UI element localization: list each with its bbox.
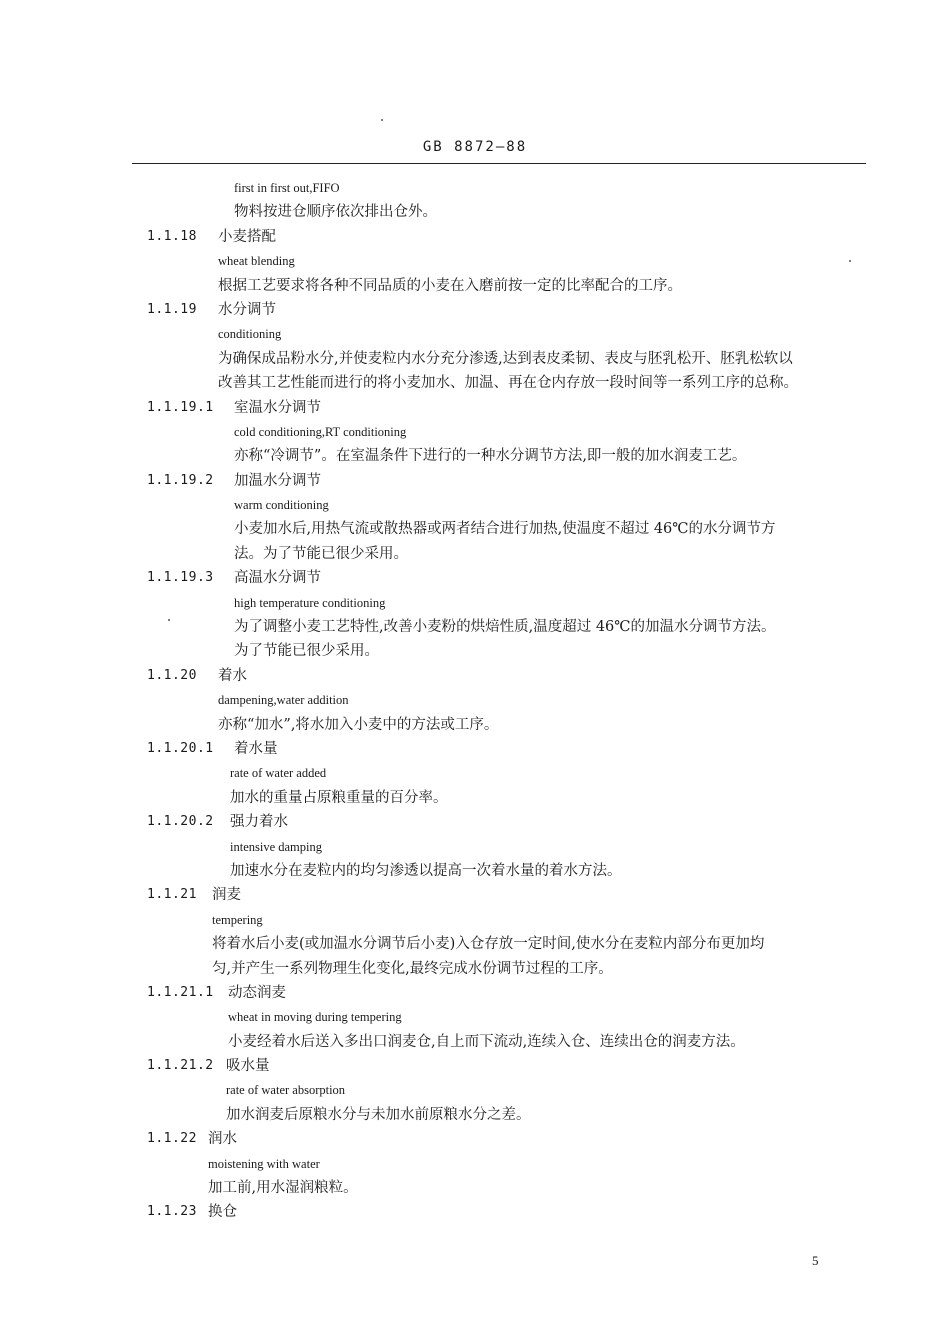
definition-line xyxy=(0,932,950,956)
clause-number: 1.1.19.1 xyxy=(147,399,214,415)
clause-number: 1.1.19.2 xyxy=(147,472,214,488)
definition-line xyxy=(0,1030,950,1054)
term-name: 高温水分调节 xyxy=(234,570,321,587)
definition-text: 加水润麦后原粮水分与未加水前原粮水分之差。 xyxy=(226,1106,531,1123)
term-name: 润麦 xyxy=(212,887,241,904)
definition-line xyxy=(0,639,950,663)
definition-text: 法。为了节能已很少采用。 xyxy=(234,545,408,562)
clause-number: 1.1.20.2 xyxy=(147,814,214,830)
clause-number: 1.1.18 xyxy=(147,228,197,244)
english-term: cold conditioning,RT conditioning xyxy=(234,424,407,439)
term-name: 动态润麦 xyxy=(228,984,286,1001)
term-entry xyxy=(0,469,950,493)
english-term: tempering xyxy=(212,912,263,927)
term-name: 室温水分调节 xyxy=(234,399,321,416)
english-term-line xyxy=(0,1005,950,1029)
definition-line xyxy=(0,615,950,639)
page-number: 5 xyxy=(812,1253,819,1268)
clause-number: 1.1.21.2 xyxy=(147,1058,214,1074)
english-term: first in first out,FIFO xyxy=(234,181,340,195)
term-entry xyxy=(0,1127,950,1151)
scan-speck xyxy=(381,119,383,121)
english-term: moistening with water xyxy=(208,1156,320,1171)
clause-number: 1.1.20.1 xyxy=(147,740,214,756)
clause-number: 1.1.21.1 xyxy=(147,984,214,1000)
clause-number: 1.1.19.3 xyxy=(147,570,214,586)
term-name: 润水 xyxy=(208,1131,237,1148)
term-entry xyxy=(0,737,950,761)
english-term: rate of water absorption xyxy=(226,1083,346,1098)
clause-number: 1.1.23 xyxy=(147,1204,197,1220)
clause-number: 1.1.21 xyxy=(147,887,197,903)
term-entry xyxy=(0,810,950,834)
term-entry xyxy=(0,396,950,420)
definition-line xyxy=(0,713,950,737)
clause-number: 1.1.22 xyxy=(147,1131,197,1147)
definition-text: 将着水后小麦(或加温水分调节后小麦)入仓存放一定时间,使水分在麦粒内部分布更加均 xyxy=(212,936,765,953)
scan-speck xyxy=(168,619,170,621)
english-term: dampening,water addition xyxy=(218,693,349,708)
term-entry xyxy=(0,883,950,907)
english-term-line xyxy=(0,835,950,859)
definition-text: 为了节能已很少采用。 xyxy=(234,643,379,660)
term-name: 换仓 xyxy=(208,1204,237,1221)
term-name: 吸水量 xyxy=(226,1058,270,1075)
term-name: 小麦搭配 xyxy=(218,228,276,245)
definition-text: 亦称“加水”,将水加入小麦中的方法或工序。 xyxy=(218,716,499,733)
term-entry xyxy=(0,981,950,1005)
english-term: intensive damping xyxy=(230,839,322,854)
definition-line xyxy=(0,957,950,981)
definition-line xyxy=(0,371,950,395)
definition-text: 为确保成品粉水分,并使麦粒内水分充分渗透,达到表皮柔韧、表皮与胚乳松开、胚乳松软以 xyxy=(218,350,793,367)
definition-text: 小麦加水后,用热气流或散热器或两者结合进行加热,使温度不超过 46℃的水分调节方 xyxy=(234,521,776,538)
definition-text: 亦称“冷调节”。在室温条件下进行的一种水分调节方法,即一般的加水润麦工艺。 xyxy=(234,448,747,465)
definition-text: 加水的重量占原粮重量的百分率。 xyxy=(230,789,448,806)
definition-text: 加工前,用水湿润粮粒。 xyxy=(208,1180,358,1197)
definition-line xyxy=(0,347,950,371)
document-body xyxy=(0,176,950,1225)
english-term: warm conditioning xyxy=(234,498,329,513)
english-term-line xyxy=(0,420,950,444)
definition-text: 加速水分在麦粒内的均匀渗透以提高一次着水量的着水方法。 xyxy=(230,862,622,879)
definition-line xyxy=(0,517,950,541)
scan-speck xyxy=(849,260,851,262)
definition-line xyxy=(0,786,950,810)
english-term-line xyxy=(0,493,950,517)
term-entry xyxy=(0,225,950,249)
term-entry xyxy=(0,664,950,688)
definition-text: 改善其工艺性能而进行的将小麦加水、加温、再在仓内存放一段时间等一系列工序的总称。 xyxy=(218,375,798,392)
term-entry xyxy=(0,1200,950,1224)
definition-text: 物料按进仓顺序依次排出仓外。 xyxy=(234,204,437,221)
english-term-line xyxy=(0,761,950,785)
definition-text: 小麦经着水后送入多出口润麦仓,自上而下流动,连续入仓、连续出仓的润麦方法。 xyxy=(228,1033,745,1050)
english-term-line xyxy=(0,1152,950,1176)
english-term-line xyxy=(0,1078,950,1102)
term-name: 着水量 xyxy=(234,740,278,757)
definition-text: 根据工艺要求将各种不同品质的小麦在入磨前按一定的比率配合的工序。 xyxy=(218,277,682,294)
term-name: 加温水分调节 xyxy=(234,472,321,489)
english-term-line xyxy=(0,688,950,712)
english-term-line xyxy=(0,176,950,200)
definition-line xyxy=(0,1103,950,1127)
english-term: wheat blending xyxy=(218,254,295,269)
english-term-line xyxy=(0,908,950,932)
english-term: high temperature conditioning xyxy=(234,595,386,610)
definition-line xyxy=(0,859,950,883)
header-rule xyxy=(132,163,866,164)
english-term-line xyxy=(0,249,950,273)
clause-number: 1.1.19 xyxy=(147,301,197,317)
term-entry xyxy=(0,1054,950,1078)
term-name: 着水 xyxy=(218,667,247,684)
definition-line xyxy=(0,1176,950,1200)
definition-line xyxy=(0,274,950,298)
term-entry xyxy=(0,298,950,322)
term-name: 水分调节 xyxy=(218,301,276,318)
definition-text: 匀,并产生一系列物理生化变化,最终完成水份调节过程的工序。 xyxy=(212,960,613,977)
english-term-line xyxy=(0,322,950,346)
english-term: rate of water added xyxy=(230,766,327,781)
term-entry xyxy=(0,566,950,590)
term-name: 强力着水 xyxy=(230,814,288,831)
english-term: wheat in moving during tempering xyxy=(228,1010,402,1025)
english-term: conditioning xyxy=(218,327,282,342)
definition-line xyxy=(0,200,950,224)
definition-line xyxy=(0,444,950,468)
clause-number: 1.1.20 xyxy=(147,667,197,683)
document-header: GB 8872—88 xyxy=(422,139,528,155)
definition-text: 为了调整小麦工艺特性,改善小麦粉的烘焙性质,温度超过 46℃的加温水分调节方法。 xyxy=(234,619,776,636)
english-term-line xyxy=(0,591,950,615)
definition-line xyxy=(0,542,950,566)
